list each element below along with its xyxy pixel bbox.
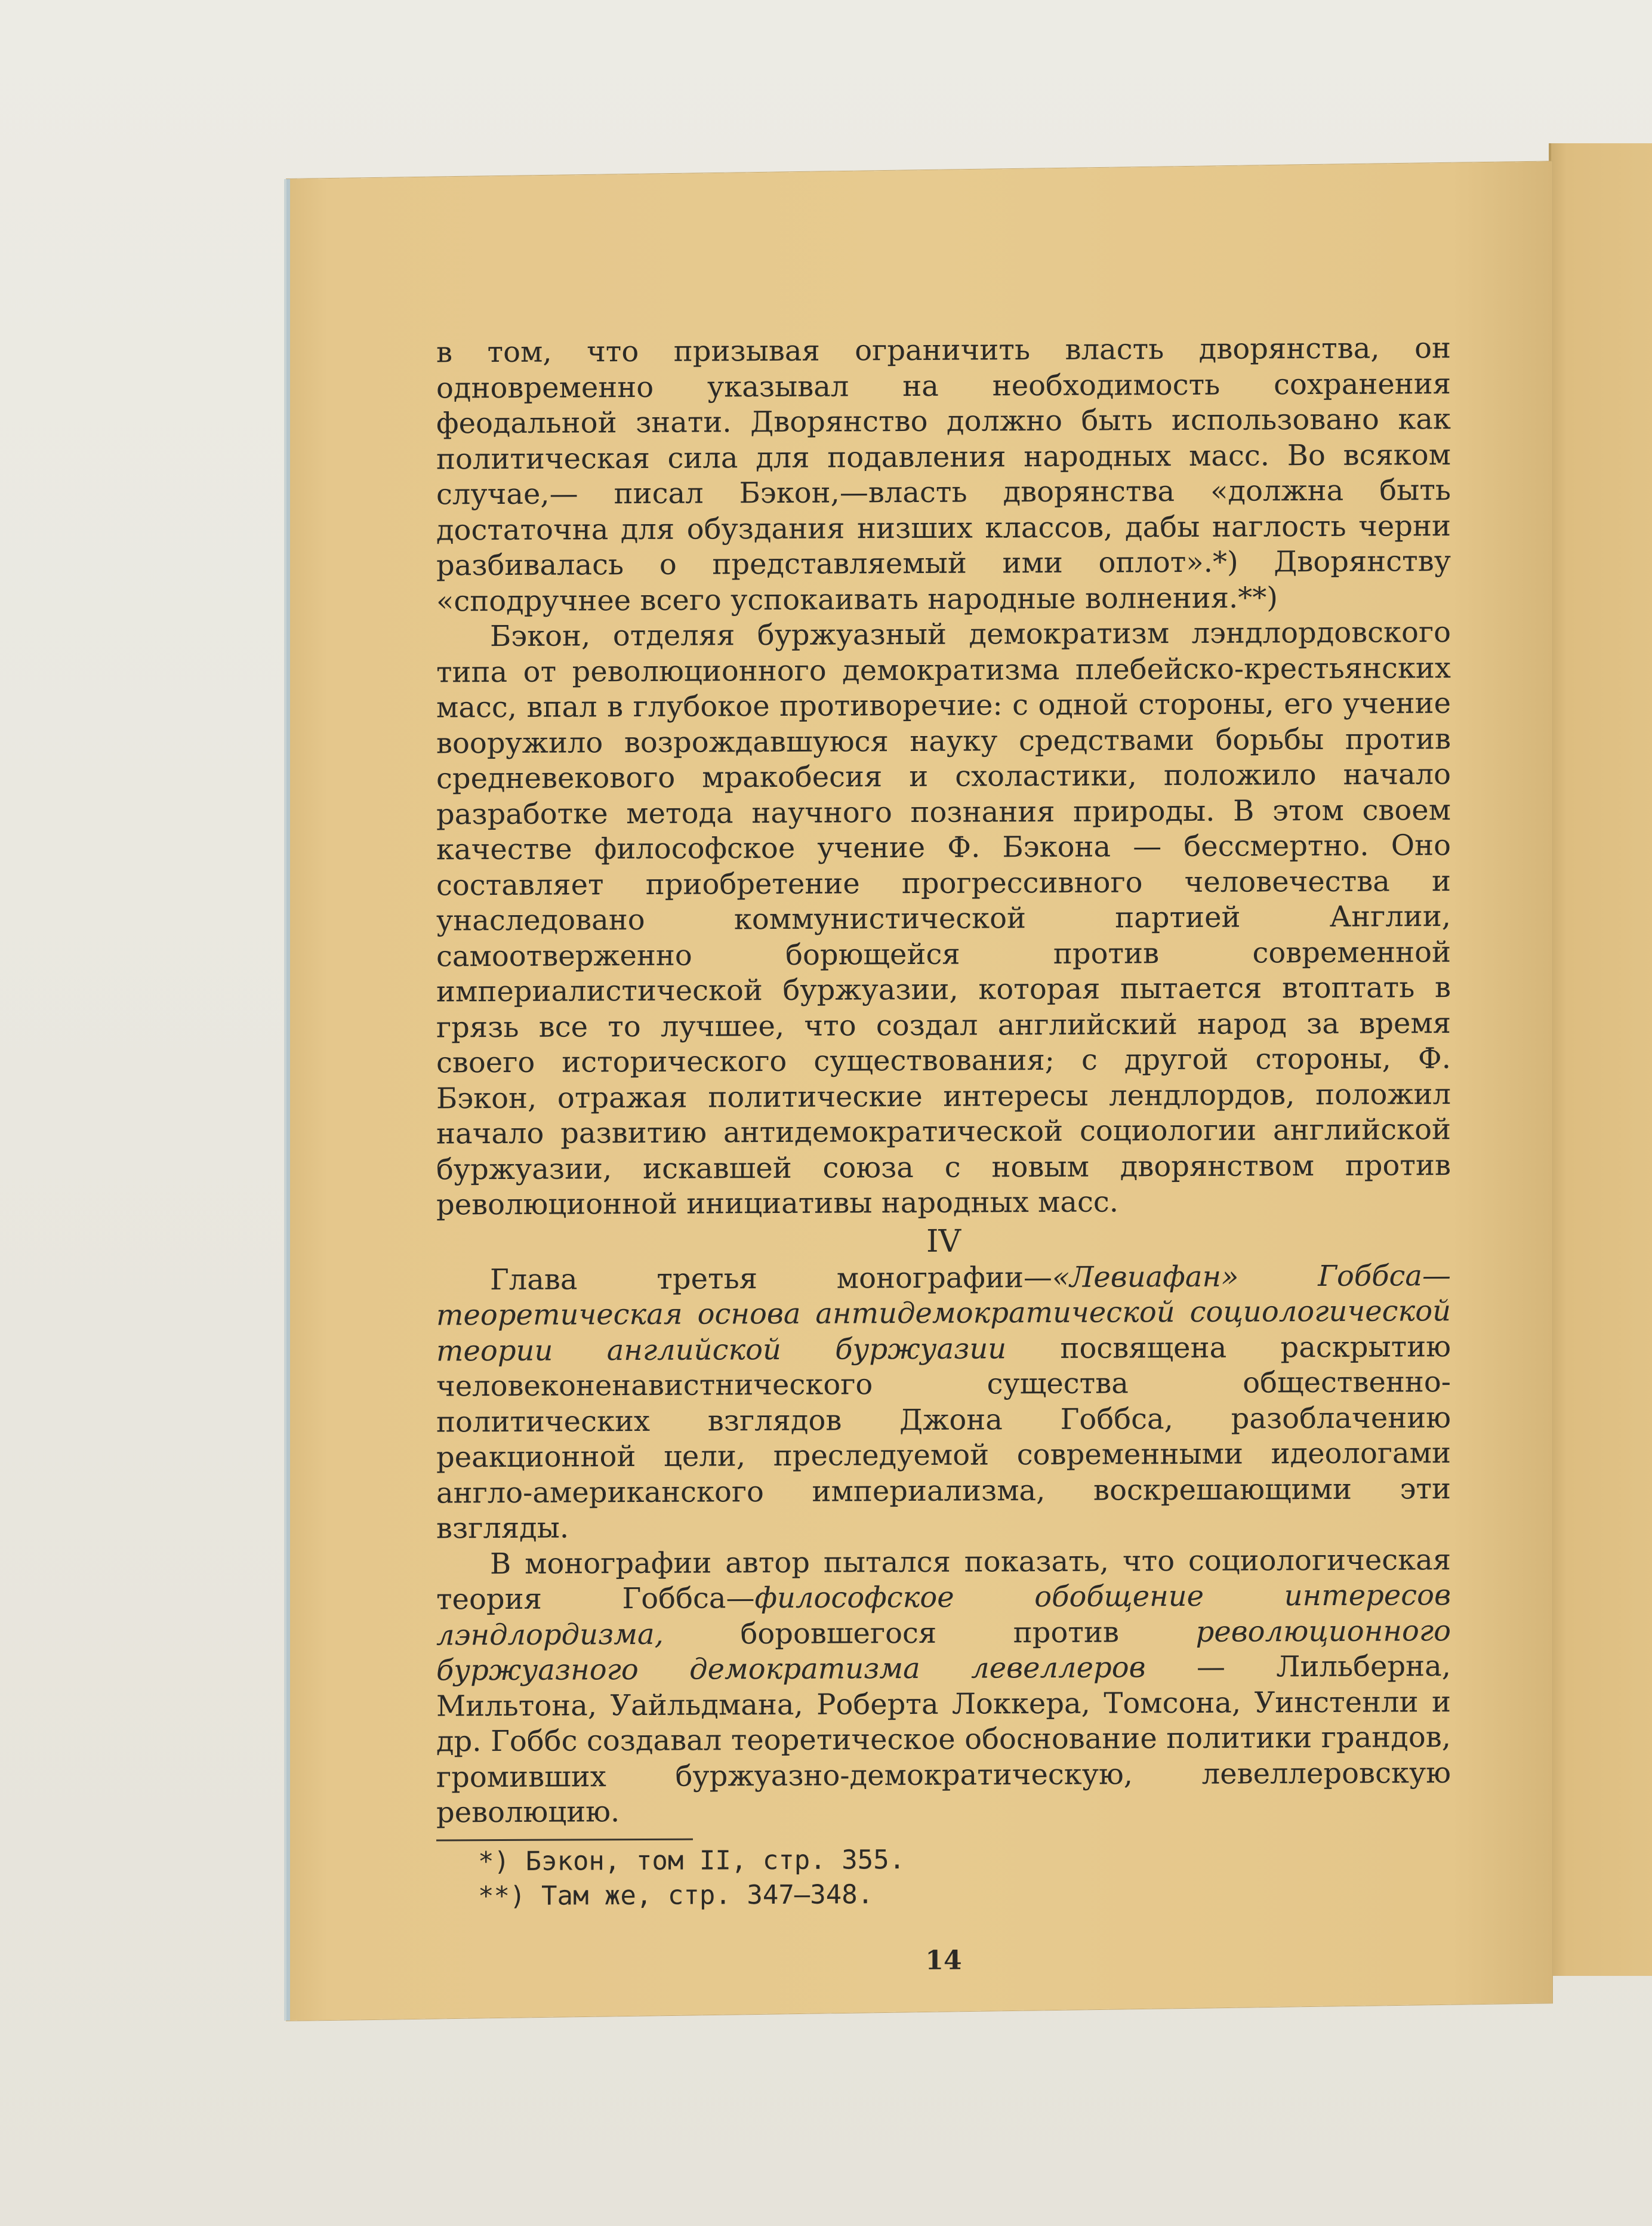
last-part-2: боровшегося против [663, 1615, 1196, 1651]
last-italic-2: революционного буржуазного демократизма левеллеров [436, 1614, 1451, 1688]
footnote-divider [436, 1838, 693, 1841]
paragraph-1: в том, что призывая ограничить власть дворянства, он одновременно указывал на необходимость сохранения феодальной знати. Дворянство должно быть использовано как политическая сила для подавления народных масс. Во всяком случае,— писал Бэкон,—власть дворянства «должна быть достаточна для обуздания низших классов, дабы наглость черни разбивалась о представляемый ими оплот».*) Дворянству «сподручнее всего успокаивать народные волнения.**) [436, 331, 1451, 618]
paragraph-2: Бэкон, отделяя буржуазный демократизм лэндлордовского типа от революционного демократизма плебейско-крестьянских масс, впал в глубокое противоречие: с одной стороны, его учение вооружило возрождавшуюся науку средствами борьбы против средневекового мракобесия и схоластики, положило начало разработке метода научного познания природы. В этом своем качестве философское учение Ф. Бэкона — бессмертно. Оно составляет приобретение прогрессивного человечества и унаследовано коммунистической партией Англии, самоотверженно борющейся против современной империалистической буржуазии, которая пытается втоптать в грязь все то лучшее, что создал английский народ за время своего исторического существования; с другой стороны, Ф. Бэкон, отражая политические интересы лендлордов, положил начало развитию антидемократической социологии английской буржуазии, искавшей союза с новым дворянством против революционной инициативы народных масс. [436, 615, 1451, 1222]
last-part-1: В монографии автор пытался показать, что социологическая теория Гоббса— [436, 1543, 1451, 1617]
page-text [436, 331, 1451, 1980]
last-italic-1: философское обобщение интересов лэндлордизма, [436, 1578, 1451, 1652]
footnote-2: **) Там же, стр. 347—348. [478, 1879, 874, 1911]
chapter-lead: Глава третья монографии— [490, 1260, 1052, 1297]
paragraph-chapter [436, 1258, 1451, 1547]
section-number: IV [926, 1223, 961, 1260]
chapter-title: «Левиафан» Гоббса—теоретическая основа антидемократической социологической теории английской буржуазии [436, 1258, 1451, 1368]
last-part-3: — Лильберна, Мильтона, Уайльдмана, Роберта Локкера, Томсона, Уинстенли и др. Гоббс создавал теоретическое обоснование политики грандов, громивших буржуазно-демократическую, левеллеровскую революцию. [436, 1649, 1451, 1830]
chapter-rest: посвящена раскрытию человеконенавистнического существа общественно-политических взглядов Джона Гоббса, разоблачению реакционной цели, преследуемой современными идеологами англо-американского империализма, воскрешающими эти взгляды. [436, 1329, 1451, 1545]
next-page-edge [1549, 143, 1652, 1976]
footnote-1: *) Бэкон, том II, стр. 355. [478, 1844, 905, 1877]
page-number: 14 [925, 1945, 962, 1976]
book-page [286, 161, 1552, 2021]
paragraph-last [436, 1543, 1451, 1831]
